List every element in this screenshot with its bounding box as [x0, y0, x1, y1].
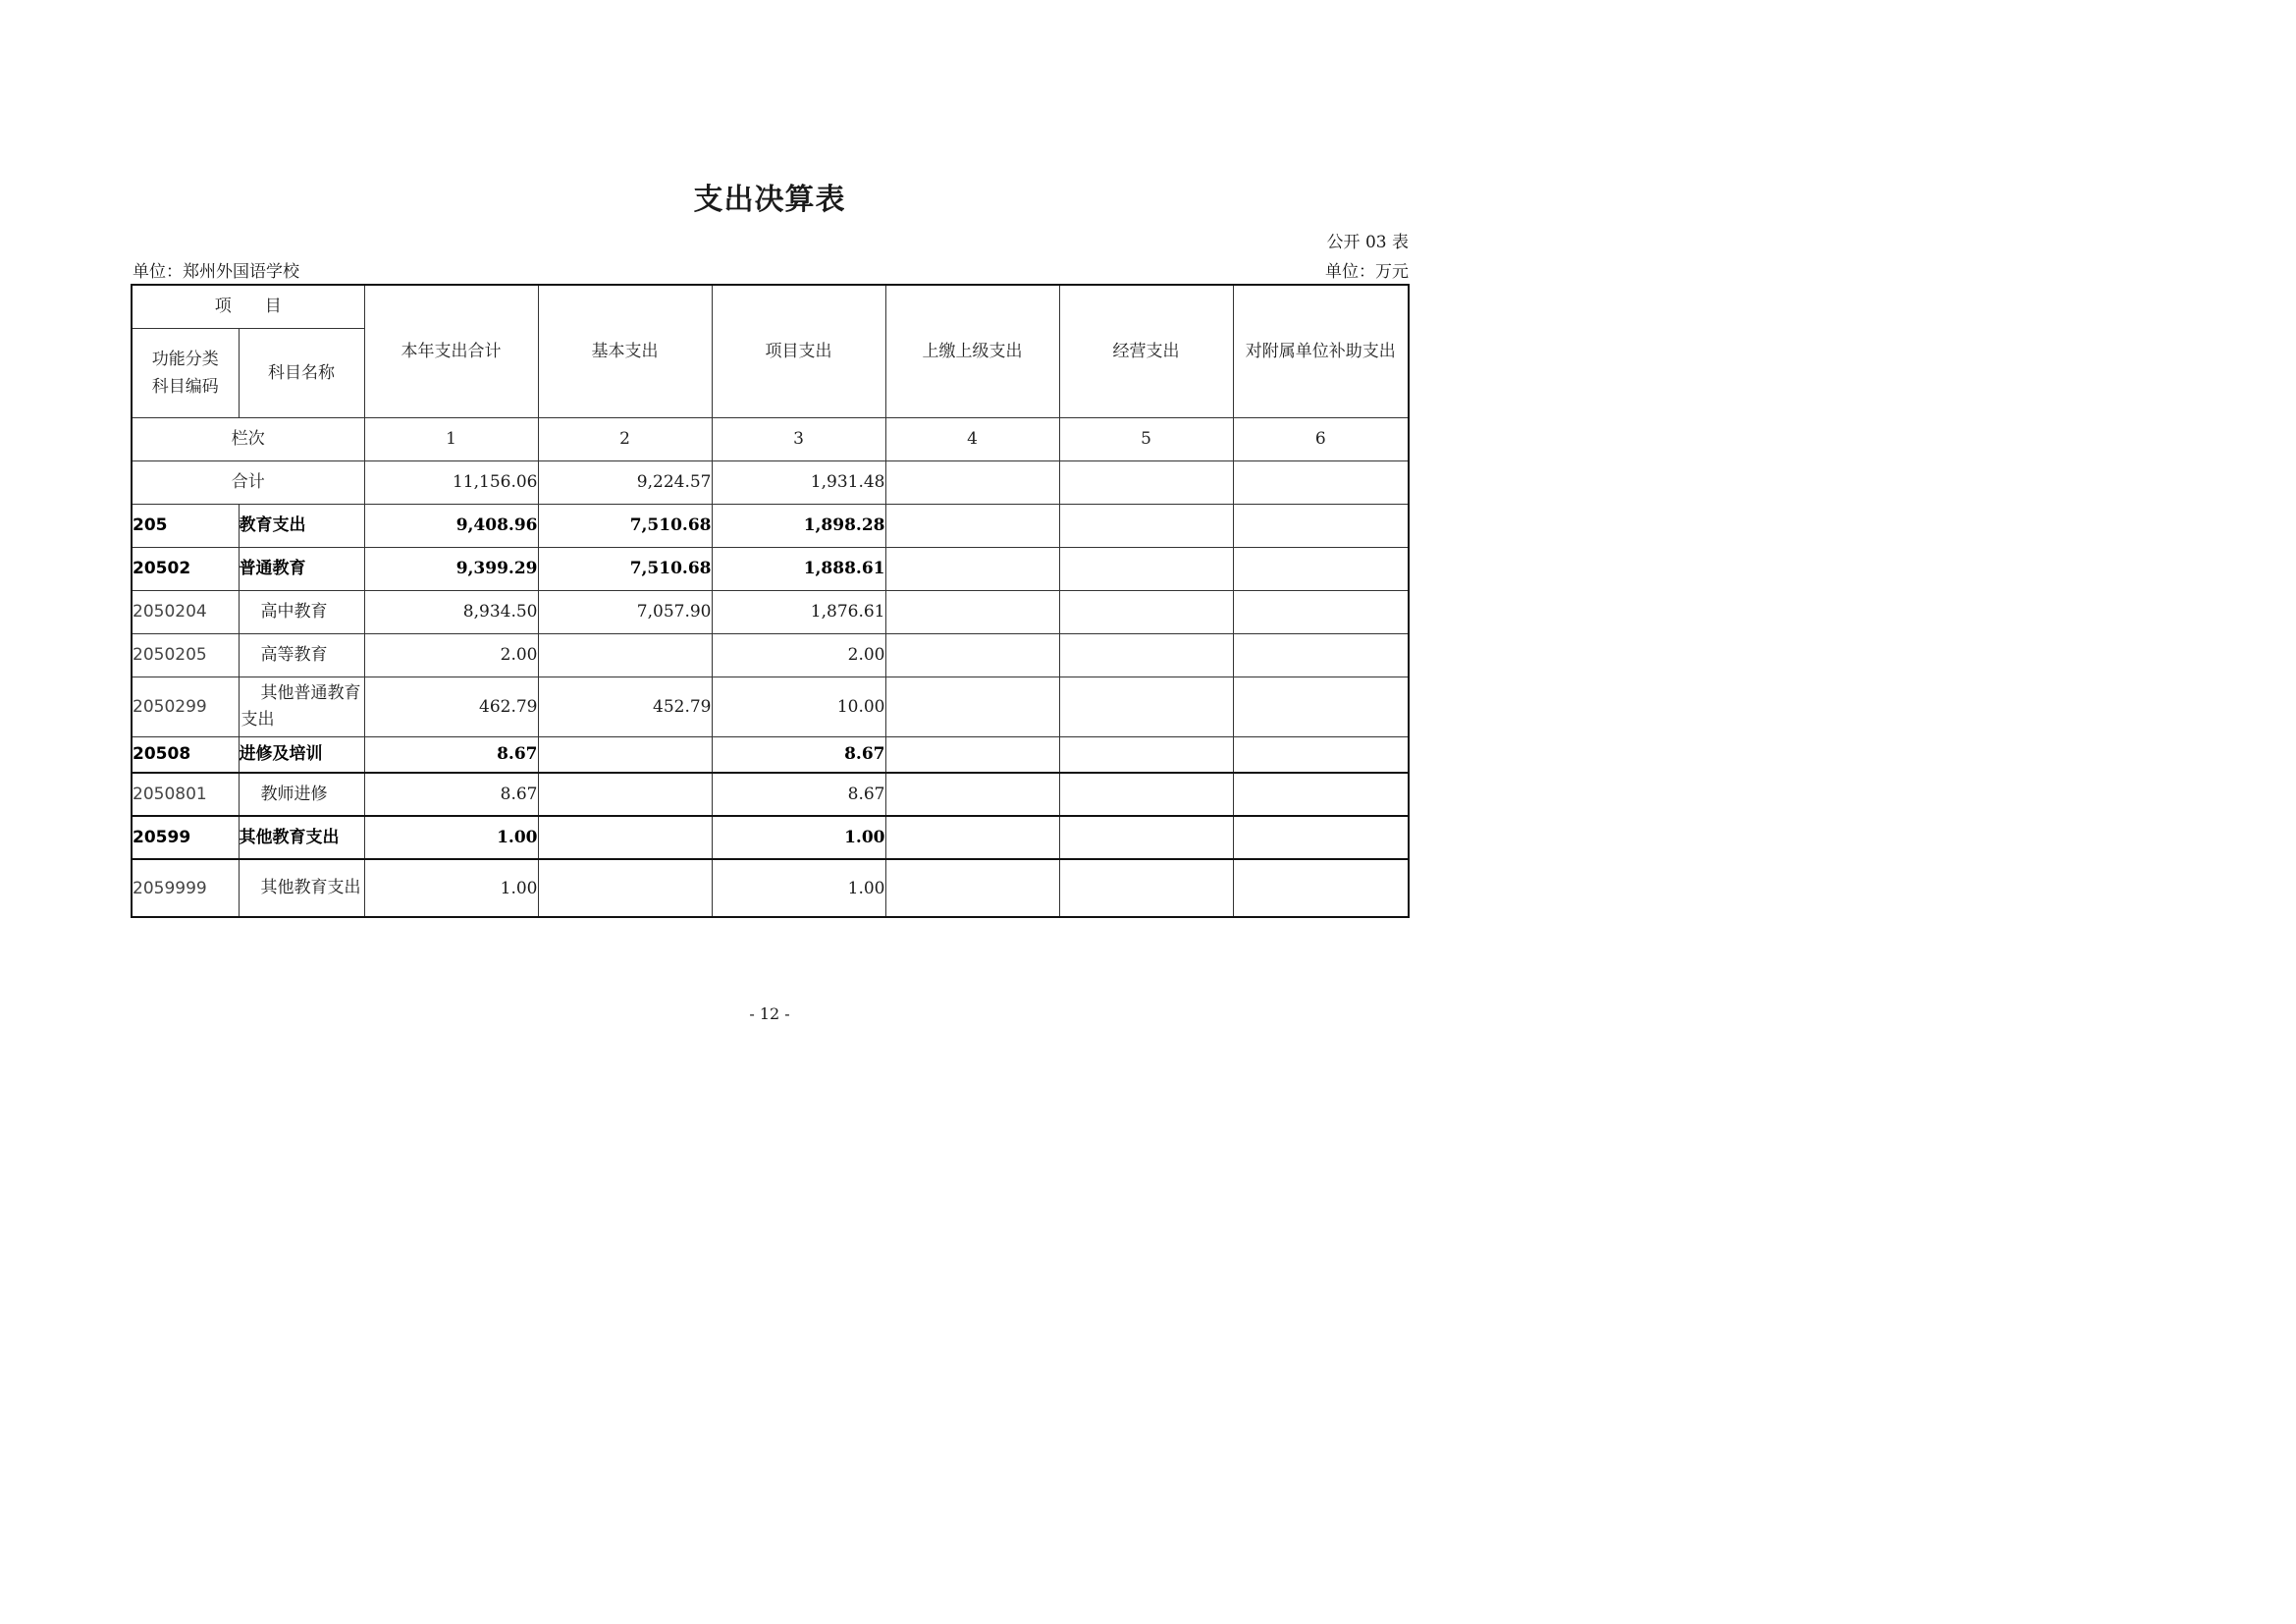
- row-value-1: 462.79: [364, 677, 538, 736]
- row-name: 普通教育: [239, 547, 364, 590]
- row-value-2: 7,510.68: [538, 504, 712, 547]
- row-value-3: 8.67: [712, 773, 885, 816]
- row-value-3: 2.00: [712, 633, 885, 677]
- row-value-4: [885, 859, 1059, 917]
- row-value-3: 1.00: [712, 816, 885, 859]
- row-value-6: [1233, 633, 1409, 677]
- header-col-6: 对附属单位补助支出: [1233, 285, 1409, 417]
- row-value-4: [885, 590, 1059, 633]
- row-value-6: [1233, 773, 1409, 816]
- row-code: 20502: [132, 547, 239, 590]
- header-col-5: 经营支出: [1059, 285, 1233, 417]
- table-row: [132, 859, 1409, 917]
- row-value-4: [885, 633, 1059, 677]
- row-name: 其他教育支出: [239, 859, 364, 917]
- row-value-6: [1233, 736, 1409, 773]
- reporting-unit: 单位：郑州外国语学校: [133, 262, 299, 282]
- row-value-2: 452.79: [538, 677, 712, 736]
- header-row-1: [132, 285, 1409, 328]
- row-value-5: [1059, 816, 1233, 859]
- row-value-3: 1,876.61: [712, 590, 885, 633]
- row-value-5: [1059, 859, 1233, 917]
- row-value-2: [538, 859, 712, 917]
- row-value-5: [1059, 773, 1233, 816]
- row-value-4: [885, 504, 1059, 547]
- row-value-5: [1059, 677, 1233, 736]
- column-number-row: [132, 417, 1409, 460]
- row-value-5: [1059, 504, 1233, 547]
- total-row: [132, 460, 1409, 504]
- row-name: 进修及培训: [239, 736, 364, 773]
- row-value-2: 7,510.68: [538, 547, 712, 590]
- table-row: [132, 677, 1409, 736]
- header-code: [132, 328, 239, 417]
- row-value-6: [1233, 547, 1409, 590]
- table-row: [132, 816, 1409, 859]
- column-number-4: 4: [885, 417, 1059, 460]
- row-value-6: [1233, 504, 1409, 547]
- row-value-1: 8.67: [364, 736, 538, 773]
- table-row: [132, 590, 1409, 633]
- row-value-5: [1059, 633, 1233, 677]
- column-number-6: 6: [1233, 417, 1409, 460]
- row-value-3: 8.67: [712, 736, 885, 773]
- row-name: 教育支出: [239, 504, 364, 547]
- row-code: 20508: [132, 736, 239, 773]
- header-col-3: 项目支出: [712, 285, 885, 417]
- table-row: [132, 773, 1409, 816]
- row-code: 2050801: [132, 773, 239, 816]
- row-value-4: [885, 736, 1059, 773]
- row-value-6: [1233, 677, 1409, 736]
- row-value-1: 1.00: [364, 859, 538, 917]
- table-row: [132, 504, 1409, 547]
- row-value-1: 1.00: [364, 816, 538, 859]
- row-value-4: [885, 816, 1059, 859]
- total-value-4: [885, 460, 1059, 504]
- total-value-2: 9,224.57: [538, 460, 712, 504]
- header-name: 科目名称: [239, 328, 364, 417]
- row-value-6: [1233, 590, 1409, 633]
- row-name: 教师进修: [239, 773, 364, 816]
- row-value-5: [1059, 547, 1233, 590]
- header-code-line-1: 功能分类: [151, 349, 219, 369]
- column-number-2: 2: [538, 417, 712, 460]
- row-code: 2059999: [132, 859, 239, 917]
- row-value-2: 7,057.90: [538, 590, 712, 633]
- form-number: 公开 03 表: [1326, 233, 1409, 252]
- header-col-2: 基本支出: [538, 285, 712, 417]
- row-value-2: [538, 633, 712, 677]
- total-value-1: 11,156.06: [364, 460, 538, 504]
- currency-unit: 单位：万元: [1325, 262, 1409, 282]
- row-value-1: 2.00: [364, 633, 538, 677]
- row-value-3: 10.00: [712, 677, 885, 736]
- expenditure-table: [131, 284, 1410, 918]
- row-value-2: [538, 736, 712, 773]
- row-code: 2050204: [132, 590, 239, 633]
- header-code-line-2: 科目编码: [151, 376, 219, 397]
- row-value-6: [1233, 816, 1409, 859]
- row-code: 205: [132, 504, 239, 547]
- column-number-3: 3: [712, 417, 885, 460]
- row-value-3: 1.00: [712, 859, 885, 917]
- row-value-3: 1,898.28: [712, 504, 885, 547]
- page-number: - 12 -: [749, 1004, 790, 1023]
- column-number-5: 5: [1059, 417, 1233, 460]
- row-value-4: [885, 547, 1059, 590]
- total-label: 合计: [132, 460, 364, 504]
- row-code: 20599: [132, 816, 239, 859]
- column-number-1: 1: [364, 417, 538, 460]
- row-value-2: [538, 773, 712, 816]
- row-value-4: [885, 773, 1059, 816]
- row-value-5: [1059, 736, 1233, 773]
- report-title: 支出决算表: [693, 183, 846, 217]
- total-value-6: [1233, 460, 1409, 504]
- row-value-6: [1233, 859, 1409, 917]
- table-row: [132, 547, 1409, 590]
- total-value-3: 1,931.48: [712, 460, 885, 504]
- table-row: [132, 633, 1409, 677]
- header-col-1: 本年支出合计: [364, 285, 538, 417]
- table-row: [132, 736, 1409, 773]
- row-value-1: 8,934.50: [364, 590, 538, 633]
- row-name: 其他教育支出: [239, 816, 364, 859]
- row-code: 2050299: [132, 677, 239, 736]
- row-value-5: [1059, 590, 1233, 633]
- row-value-3: 1,888.61: [712, 547, 885, 590]
- row-name: 其他普通教育支出: [239, 677, 364, 736]
- total-value-5: [1059, 460, 1233, 504]
- row-name: 高中教育: [239, 590, 364, 633]
- column-number-label: 栏次: [132, 417, 364, 460]
- row-value-4: [885, 677, 1059, 736]
- header-item: 项 目: [132, 285, 364, 328]
- header-col-4: 上缴上级支出: [885, 285, 1059, 417]
- row-code: 2050205: [132, 633, 239, 677]
- row-value-1: 9,408.96: [364, 504, 538, 547]
- row-value-2: [538, 816, 712, 859]
- row-value-1: 8.67: [364, 773, 538, 816]
- row-value-1: 9,399.29: [364, 547, 538, 590]
- row-name: 高等教育: [239, 633, 364, 677]
